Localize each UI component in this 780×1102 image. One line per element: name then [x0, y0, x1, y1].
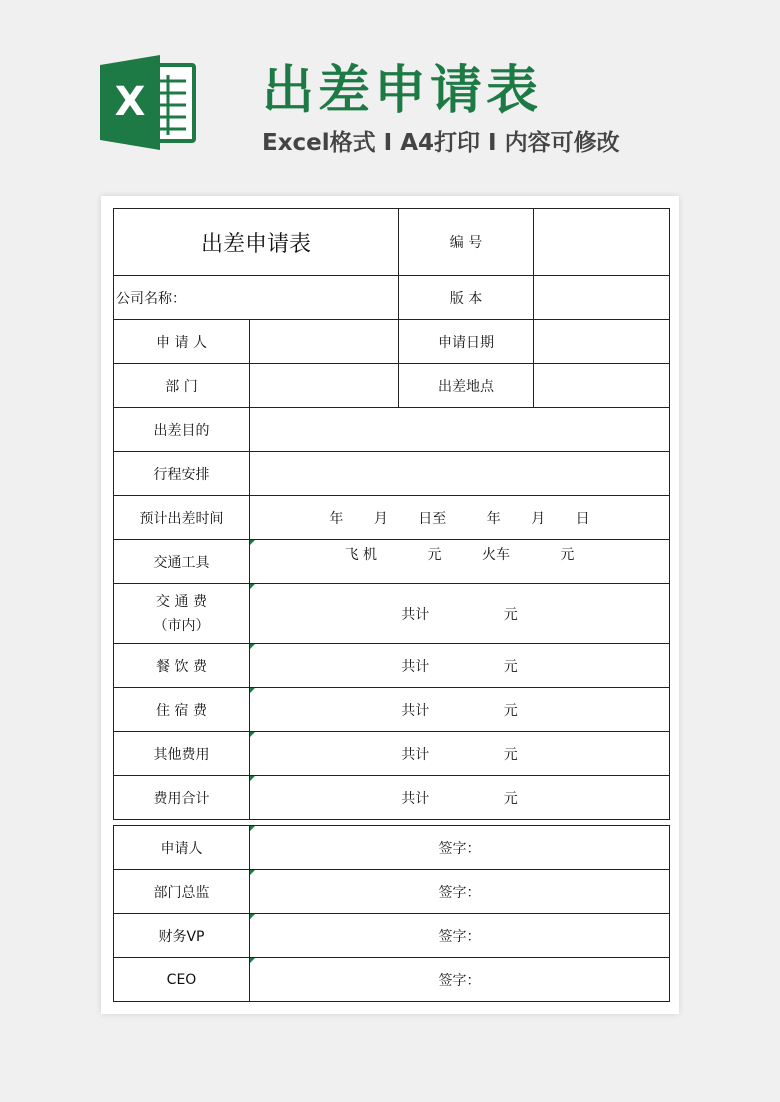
page-header	[0, 0, 780, 180]
expense-total-label: 共计	[401, 658, 430, 675]
expense-field-lodging[interactable]	[250, 688, 670, 732]
transport-plane-unit: 元	[427, 547, 442, 563]
expense-label-other: 其他费用	[114, 732, 250, 776]
form-title: 出差申请表	[114, 209, 399, 276]
expense-unit: 元	[503, 658, 518, 675]
expense-field-local-transport[interactable]	[250, 584, 670, 644]
signature-role-ceo: CEO	[114, 958, 250, 1002]
apply-date-label: 申请日期	[399, 320, 534, 364]
expense-total-label: 共计	[401, 606, 430, 623]
signature-role-finance: 财务VP	[114, 914, 250, 958]
number-field[interactable]	[534, 209, 670, 276]
signature-table	[113, 825, 670, 1002]
excel-logo-icon	[100, 55, 200, 150]
transport-train: 火车	[481, 547, 510, 563]
signature-field-applicant[interactable]: 签字：	[250, 826, 670, 870]
transport-label: 交通工具	[114, 540, 250, 584]
expense-field-meals[interactable]	[250, 644, 670, 688]
expense-total-label: 共计	[401, 702, 430, 719]
expense-unit: 元	[503, 606, 518, 623]
expense-unit: 元	[503, 702, 518, 719]
time-field[interactable]	[250, 496, 670, 540]
applicant-field[interactable]	[250, 320, 399, 364]
travel-request-table	[113, 208, 670, 820]
expense-label-local-transport	[114, 584, 250, 644]
applicant-label: 申 请 人	[114, 320, 250, 364]
page-subtitle: Excel格式 I A4打印 I 内容可修改	[262, 130, 620, 156]
signature-field-finance[interactable]: 签字：	[250, 914, 670, 958]
time-month-1: 月	[373, 510, 388, 527]
expense-label-meals: 餐 饮 费	[114, 644, 250, 688]
time-year-1: 年	[329, 510, 344, 527]
transport-field[interactable]	[250, 540, 670, 584]
expense-total-label: 共计	[401, 790, 430, 807]
time-day-to: 日至	[418, 510, 447, 527]
location-field[interactable]	[534, 364, 670, 408]
number-label: 编 号	[399, 209, 534, 276]
expense-unit: 元	[503, 746, 518, 763]
version-field[interactable]	[534, 276, 670, 320]
company-label: 公司名称：	[114, 276, 399, 320]
signature-role-applicant: 申请人	[114, 826, 250, 870]
version-label: 版 本	[399, 276, 534, 320]
apply-date-field[interactable]	[534, 320, 670, 364]
location-label: 出差地点	[399, 364, 534, 408]
transport-plane: 飞 机	[344, 547, 378, 563]
expense-field-other[interactable]	[250, 732, 670, 776]
page-title: 出差申请表	[262, 61, 543, 121]
svg-text:X: X	[114, 79, 146, 125]
department-label: 部 门	[114, 364, 250, 408]
itinerary-field[interactable]	[250, 452, 670, 496]
expense-total-label: 共计	[401, 746, 430, 763]
purpose-label: 出差目的	[114, 408, 250, 452]
time-day-2: 日	[575, 510, 590, 527]
department-field[interactable]	[250, 364, 399, 408]
signature-field-ceo[interactable]: 签字：	[250, 958, 670, 1002]
expense-label-total: 费用合计	[114, 776, 250, 820]
expense-field-total[interactable]	[250, 776, 670, 820]
itinerary-label: 行程安排	[114, 452, 250, 496]
expense-label-line1: 交 通 费	[156, 593, 207, 610]
transport-train-unit: 元	[560, 547, 575, 563]
signature-role-director: 部门总监	[114, 870, 250, 914]
expense-unit: 元	[503, 790, 518, 807]
expense-label-line2: （市内）	[153, 617, 210, 634]
signature-field-director[interactable]: 签字：	[250, 870, 670, 914]
expense-label-lodging: 住 宿 费	[114, 688, 250, 732]
time-year-2: 年	[486, 510, 501, 527]
purpose-field[interactable]	[250, 408, 670, 452]
time-label: 预计出差时间	[114, 496, 250, 540]
time-month-2: 月	[531, 510, 546, 527]
